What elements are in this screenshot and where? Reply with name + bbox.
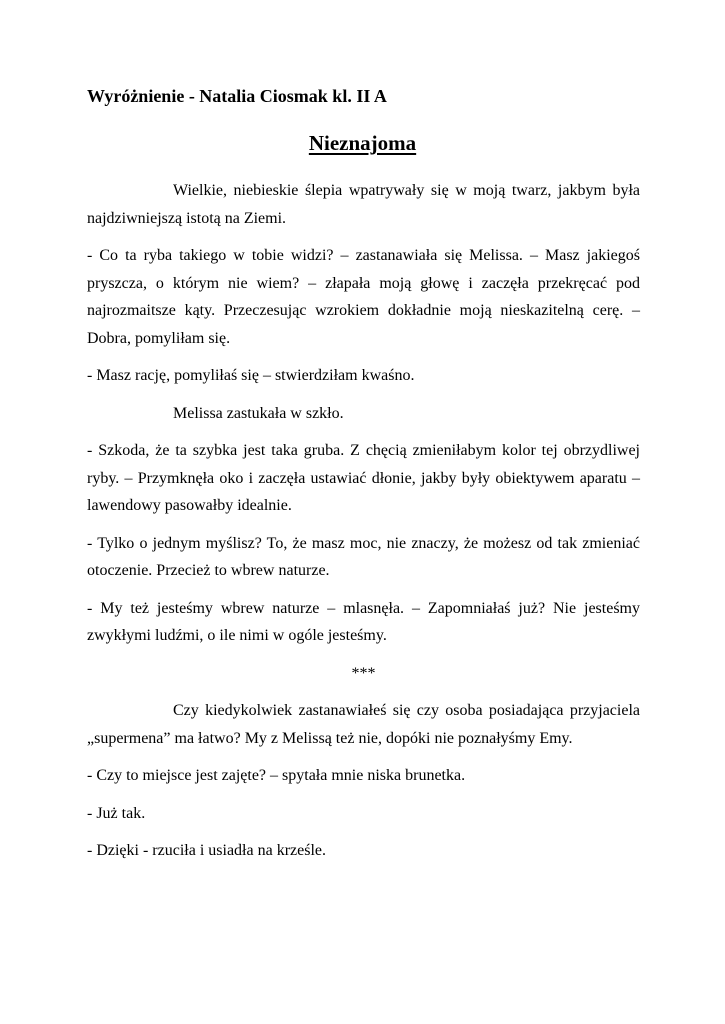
paragraph: Wielkie, niebieskie ślepia wpatrywały się w moją twarz, jakbym była najdziwniejszą istotą na Ziemi. [87, 182, 640, 227]
paragraph: Melissa zastukała w szkło. [173, 404, 344, 422]
paragraph: - Czy to miejsce jest zajęte? – spytała mnie niska brunetka. [87, 767, 466, 784]
paragraph: - Tylko o jednym myślisz? To, że masz moc, nie znaczy, że możesz od tak zmieniać otoczenie. Przecież to wbrew naturze. [87, 534, 640, 579]
story-body [87, 177, 640, 875]
paragraph: - My też jesteśmy wbrew naturze – mlasnęła. – Zapomniałaś już? Nie jesteśmy zwykłymi ludźmi, o ile nimi w ogóle jesteśmy. [87, 599, 640, 644]
paragraph: - Dzięki - rzuciła i usiadła na krześle. [87, 842, 326, 859]
paragraph: - Masz rację, pomyliłaś się – stwierdziłam kwaśno. [87, 367, 415, 384]
paragraph: - Już tak. [87, 804, 146, 822]
paragraph: - Co ta ryba takiego w tobie widzi? – zastanawiała się Melissa. – Masz jakiegoś pryszcza, o którym nie wiem? – złapała moją głowę i zaczęła przekręcać pod najrozmaitsze kąty. Przeczesując wzrokiem dokładnie moją nieskazitelną cerę. – Dobra, pomyliłam się. [87, 247, 640, 347]
award-heading: Wyróżnienie - Natalia Ciosmak kl. II A [87, 86, 387, 106]
paragraph: - Szkoda, że ta szybka jest taka gruba. Z chęcią zmieniłabym kolor tej obrzydliwej ryby. – Przymknęła oko i zaczęła ustawiać dłonie, jakby były obiektywem aparatu – lawendowy pasowałby idealnie. [87, 442, 640, 514]
story-title: Nieznajoma [308, 131, 417, 155]
paragraph: Czy kiedykolwiek zastanawiałeś się czy osoba posiadająca przyjaciela „supermena” ma łatwo? My z Melissą też nie, dopóki nie poznałyśmy Emy. [87, 702, 640, 747]
section-separator: *** [351, 664, 376, 682]
